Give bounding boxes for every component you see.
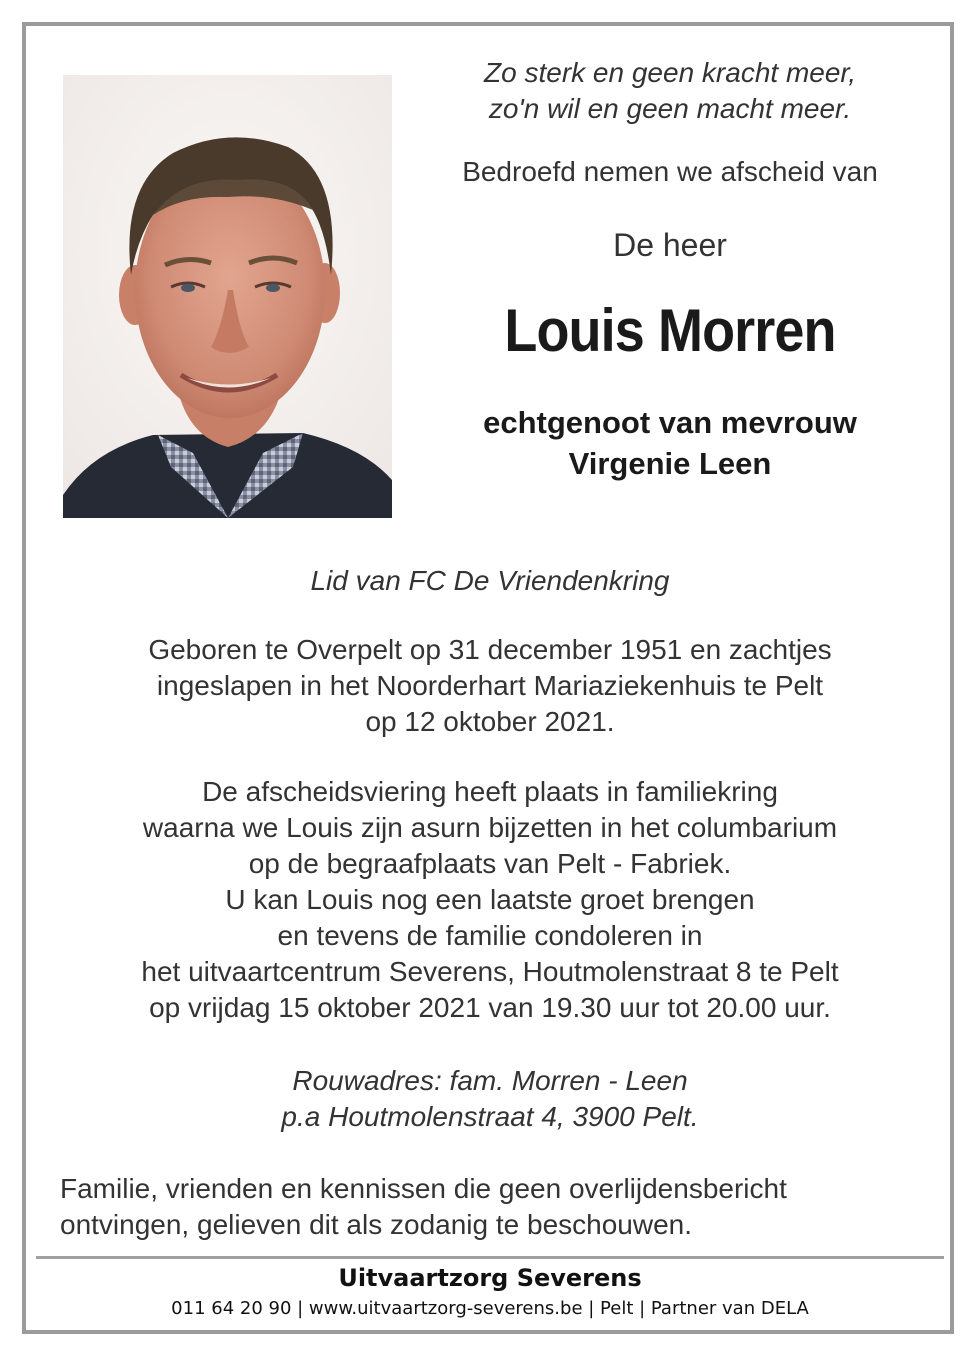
ceremony-line: waarna we Louis zijn asurn bijzetten in het columbarium — [142, 812, 838, 843]
mourning-address — [40, 1063, 940, 1135]
birth-line: Geboren te Overpelt op 31 december 1951 en zachtjes — [148, 634, 832, 665]
ceremony-line: op de begraafplaats van Pelt - Fabriek. — [248, 848, 732, 879]
intro-text: Bedroefd nemen we afscheid van — [462, 156, 878, 187]
notice-line: Familie, vrienden en kennissen die geen overlijdensbericht — [60, 1173, 787, 1204]
spouse-line: Virgenie Leen — [568, 446, 772, 481]
ceremony-text — [40, 774, 940, 1026]
ceremony-line: U kan Louis nog een laatste groet brengen — [225, 884, 755, 915]
notice-line: ontvingen, gelieven dit als zodanig te beschouwen. — [60, 1209, 692, 1240]
birth-line: ingeslapen in het Noorderhart Mariaziekenhuis te Pelt — [156, 670, 824, 701]
address-line: p.a Houtmolenstraat 4, 3900 Pelt. — [281, 1101, 699, 1132]
ceremony-line: en tevens de familie condoleren in — [277, 920, 703, 951]
verse — [420, 55, 920, 127]
address-line: Rouwadres: fam. Morren - Leen — [292, 1065, 688, 1096]
name-prefix: De heer — [613, 227, 727, 263]
ceremony-line: op vrijdag 15 oktober 2021 van 19.30 uur tot 20.00 uur. — [149, 992, 831, 1023]
funeral-home-name: Uitvaartzorg Severens — [338, 1264, 642, 1292]
ceremony-line: het uitvaartcentrum Severens, Houtmolenstraat 8 te Pelt — [141, 956, 839, 987]
birth-line: op 12 oktober 2021. — [365, 706, 615, 737]
notice-text — [60, 1171, 920, 1243]
verse-line: zo'n wil en geen macht meer. — [488, 93, 852, 124]
verse-line: Zo sterk en geen kracht meer, — [484, 57, 856, 88]
funeral-home-info: 011 64 20 90 | www.uitvaartzorg-severens.be | Pelt | Partner van DELA — [171, 1298, 809, 1319]
membership-text: Lid van FC De Vriendenkring — [310, 565, 670, 596]
birth-death-text — [40, 632, 940, 740]
footer-divider — [36, 1256, 944, 1259]
deceased-name: Louis Morren — [504, 297, 836, 364]
portrait-photo — [63, 75, 392, 518]
ceremony-line: De afscheidsviering heeft plaats in familiekring — [202, 776, 778, 807]
spouse-line: echtgenoot van mevrouw — [483, 405, 857, 440]
spouse-text — [420, 402, 920, 484]
